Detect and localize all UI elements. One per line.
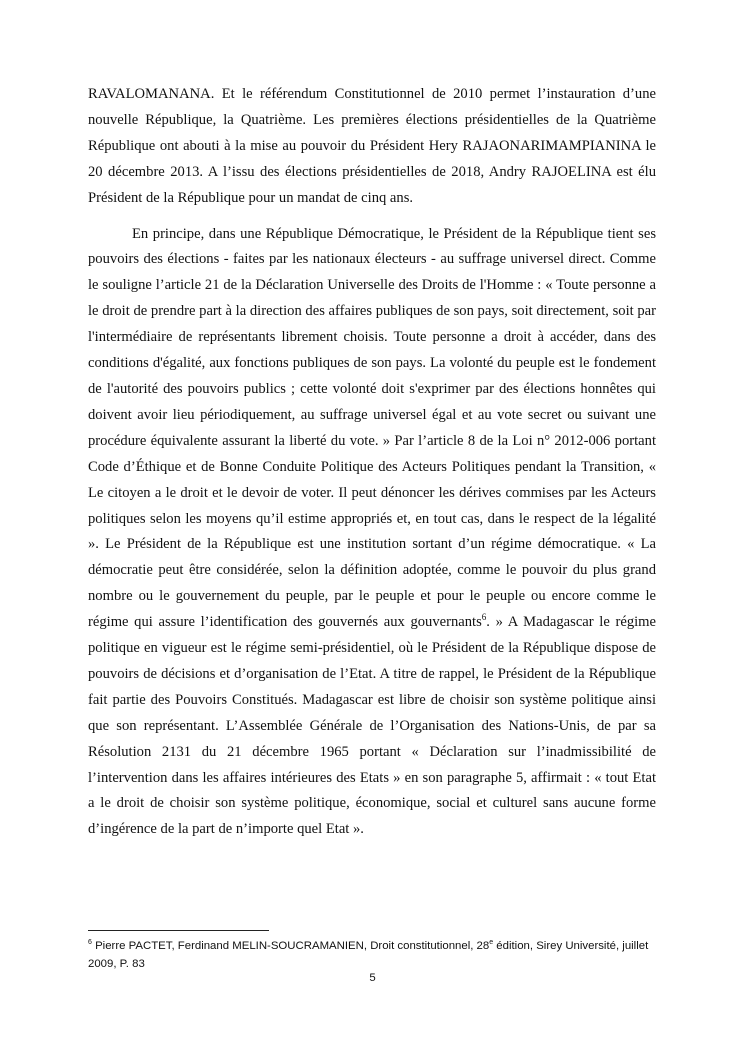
footnote-separator	[88, 930, 269, 931]
footnote-text: édition, Sirey Université, juillet 2009, P. 83	[88, 940, 649, 970]
document-body	[88, 82, 656, 843]
footnote-superscript: e	[489, 939, 494, 947]
footnote	[88, 937, 658, 973]
paragraph-text: . » A Madagascar le régime politique en vigueur est le régime semi-présidentiel, où le Président de la République dispose de pouvoirs de décisions et d’organisation de l’Etat. A titre de rappel, le Président de la République fait partie des Pouvoirs Constitués. Madagascar est libre de choisir son système politique ainsi que son représentant. L’Assemblée Générale de l’Organisation des Nations-Unis, de par sa Résolution 2131 du 21 décembre 1965 portant « Déclaration sur l’inadmissibilité de l’intervention dans les affaires intérieures des Etats » en son paragraphe 5, affirmait : « tout Etat a le droit de choisir son système politique, économique, social et culturel sans aucune forme d’ingérence de la part de n’importe quel Etat ».	[88, 614, 656, 838]
paragraph	[88, 82, 656, 212]
paragraph-text: En principe, dans une République Démocratique, le Président de la République tient ses pouvoirs des élections - faites par les nationaux électeurs - au suffrage universel direct. Comme le souligne l’article 21 de la Déclaration Universelle des Droits de l'Homme : « Toute personne a le droit de prendre part à la direction des affaires publiques de son pays, soit directement, soit par l'intermédiaire de représentants librement choisis. Toute personne a droit à accéder, dans des conditions d'égalité, aux fonctions publiques de son pays. La volonté du peuple est le fondement de l'autorité des pouvoirs publics ; cette volonté doit s'exprimer par des élections honnêtes qui doivent avoir lieu périodiquement, au suffrage universel égal et au vote secret ou suivant une procédure équivalente assurant la liberté du vote. » Par l’article 8 de la Loi n° 2012-006 portant Code d’Éthique et de Bonne Conduite Politique des Acteurs Politiques pendant la Transition, « Le citoyen a le droit et le devoir de voter. Il peut dénoncer les dérives commises par les Acteurs politiques selon les moyens qu’il estime appropriés et, en tout cas, dans le respect de la légalité ». Le Président de la République est une institution sortant d’un régime démocratique. « La démocratie peut être considérée, selon la définition adoptée, comme le pouvoir du plus grand nombre ou le gouvernement du peuple, par le peuple et pour le peuple ou encore comme le régime qui assure l’identification des gouvernés aux gouvernants	[88, 225, 656, 631]
footnote-text: Pierre PACTET, Ferdinand MELIN-SOUCRAMANIEN, Droit constitutionnel, 28	[91, 940, 490, 952]
paragraph-text: RAVALOMANANA. Et le référendum Constitutionnel de 2010 permet l’instauration d’une nouvelle République, la Quatrième. Les premières élections présidentielles de la Quatrième République ont abouti à la mise au pouvoir du Président Hery RAJAONARIMAMPIANINA le 20 décembre 2013. A l’issu des élections présidentielles de 2018, Andry RAJOELINA est élu Président de la République pour un mandat de cinq ans.	[88, 86, 656, 206]
paragraph	[88, 222, 656, 844]
page-number: 5	[369, 972, 376, 984]
footnote-number: 6	[88, 939, 92, 947]
footnote-reference[interactable]: 6	[481, 612, 487, 623]
